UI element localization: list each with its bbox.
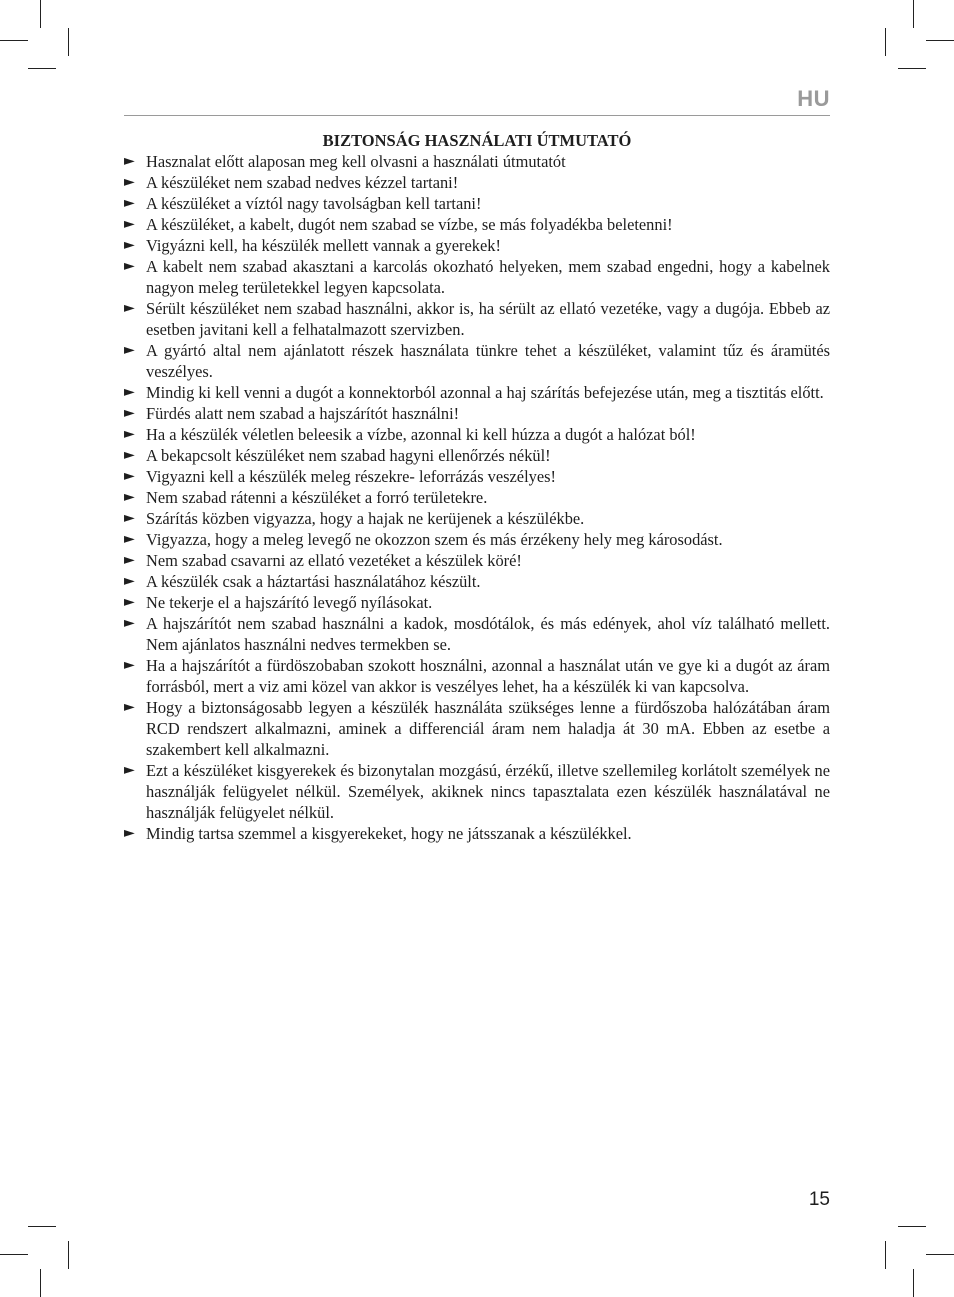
instruction-list xyxy=(124,151,830,844)
list-item-text: Hogy a biztonságosabb legyen a készülék használáta szükséges lenne a fürdőszoba halózátában áram RCD rendszert alkalmazni, aminek a differenciál áram nem haladja át 30 mA. Ebben az esetbe a szakembert kell alkalmazni. xyxy=(146,698,830,759)
crop-mark xyxy=(898,68,926,69)
bullet-arrow-icon: ► xyxy=(124,426,135,442)
bullet-arrow-icon: ► xyxy=(124,489,135,505)
bullet-arrow-icon: ► xyxy=(124,552,135,568)
crop-mark xyxy=(913,1269,914,1297)
bullet-arrow-icon: ► xyxy=(124,615,135,631)
bullet-arrow-icon: ► xyxy=(124,594,135,610)
crop-mark xyxy=(885,28,886,56)
bullet-arrow-icon: ► xyxy=(124,300,135,316)
list-item-text: A kabelt nem szabad akasztani a karcolás okozható helyeken, mem szabad engedni, hogy a kabelnek nagyon meleg területekkel legyen kapcsolata. xyxy=(146,257,830,297)
page-title: BIZTONSÁG HASZNÁLATI ÚTMUTATÓ xyxy=(322,131,632,150)
list-item-text: Szárítás közben vigyazza, hogy a hajak ne kerüjenek a készülékbe. xyxy=(146,509,585,528)
list-item xyxy=(124,592,830,613)
crop-mark xyxy=(28,1226,56,1227)
list-item xyxy=(124,613,830,655)
list-item xyxy=(124,235,830,256)
bullet-arrow-icon: ► xyxy=(124,699,135,715)
bullet-arrow-icon: ► xyxy=(124,573,135,589)
bullet-arrow-icon: ► xyxy=(124,510,135,526)
crop-mark xyxy=(28,68,56,69)
list-item-text: A hajszárítót nem szabad használni a kadok, mosdótálok, és más edények, ahol víz található mellett. Nem ajánlatos használni nedves termekben se. xyxy=(146,614,830,654)
list-item xyxy=(124,214,830,235)
list-item xyxy=(124,298,830,340)
crop-mark xyxy=(885,1241,886,1269)
safety-instructions xyxy=(124,130,830,844)
list-item-text: Ha a hajszárítót a fürdöszobaban szokott hosználni, azonnal a használat után ve gye ki a dugót az áram forrásból, mert a viz ami közel van akkor is veszélyes lehet, ha a készülék ki van kapcsolva. xyxy=(146,656,830,696)
list-item-text: Fürdés alatt nem szabad a hajszárítót használni! xyxy=(146,404,460,423)
crop-mark xyxy=(68,1241,69,1269)
bullet-arrow-icon: ► xyxy=(124,153,135,169)
list-item-text: A készüléket nem szabad nedves kézzel tartani! xyxy=(146,173,459,192)
list-item-text: Sérült készüléket nem szabad használni, akkor is, ha sérült az ellató vezetéke, vagy a dugója. Ebbeb az esetben javitani kell a felhatalmazott szervizben. xyxy=(146,299,830,339)
list-item xyxy=(124,823,830,844)
page-number: 15 xyxy=(808,1189,830,1210)
crop-mark xyxy=(926,1254,954,1255)
list-item-text: Mindig tartsa szemmel a kisgyerekeket, hogy ne játsszanak a készülékkel. xyxy=(146,824,632,843)
bullet-arrow-icon: ► xyxy=(124,657,135,673)
crop-mark xyxy=(40,0,41,28)
list-item-text: Mindig ki kell venni a dugót a konnektorból azonnal a haj szárítás befejezése után, meg a tisztitás előtt. xyxy=(146,383,824,402)
bullet-arrow-icon: ► xyxy=(124,258,135,274)
list-item-text: Nem szabad csavarni az ellató vezetéket a készülek köré! xyxy=(146,551,522,570)
list-item xyxy=(124,487,830,508)
list-item-text: Vigyazza, hogy a meleg levegő ne okozzon szem és más érzékeny hely meg károsodást. xyxy=(146,530,723,549)
list-item-text: Vigyazni kell a készülék meleg részekre- leforrázás veszélyes! xyxy=(146,467,556,486)
list-item-text: A készüléket a víztól nagy tavolságban kell tartani! xyxy=(146,194,482,213)
list-item xyxy=(124,529,830,550)
list-item-text: A gyártó altal nem ajánlatott részek használata tünkre tehet a készüléket, valamint tűz és áramütés veszélyes. xyxy=(146,341,830,381)
list-item-text: Vigyázni kell, ha készülék mellett vannak a gyerekek! xyxy=(146,236,501,255)
list-item xyxy=(124,655,830,697)
bullet-arrow-icon: ► xyxy=(124,174,135,190)
bullet-arrow-icon: ► xyxy=(124,468,135,484)
list-item xyxy=(124,508,830,529)
bullet-arrow-icon: ► xyxy=(124,825,135,841)
list-item xyxy=(124,697,830,760)
list-item xyxy=(124,424,830,445)
bullet-arrow-icon: ► xyxy=(124,447,135,463)
list-item xyxy=(124,382,830,403)
crop-mark xyxy=(68,28,69,56)
crop-mark xyxy=(926,40,954,41)
bullet-arrow-icon: ► xyxy=(124,342,135,358)
list-item-text: A készüléket, a kabelt, dugót nem szabad se vízbe, se más folyadékba beletenni! xyxy=(146,215,673,234)
bullet-arrow-icon: ► xyxy=(124,762,135,778)
crop-mark xyxy=(0,40,28,41)
list-item xyxy=(124,571,830,592)
list-item-text: A bekapcsolt készüléket nem szabad hagyni ellenőrzés nékül! xyxy=(146,446,551,465)
list-item-text: Ne tekerje el a hajszárító levegő nyílásokat. xyxy=(146,593,433,612)
list-item xyxy=(124,340,830,382)
list-item xyxy=(124,466,830,487)
list-item xyxy=(124,256,830,298)
list-item xyxy=(124,172,830,193)
bullet-arrow-icon: ► xyxy=(124,405,135,421)
crop-mark xyxy=(0,1254,28,1255)
list-item-text: Ezt a készüléket kisgyerekek és bizonytalan mozgású, érzékű, illetve szellemileg korlátolt személyek ne használják felügyelet nélkül. Személyek, akiknek nincs tapasztalata ezen készülék használatával ne használják felügyelet nélkül. xyxy=(146,761,830,822)
list-item-text: A készülék csak a háztartási használatához készült. xyxy=(146,572,481,591)
list-item xyxy=(124,445,830,466)
bullet-arrow-icon: ► xyxy=(124,384,135,400)
list-item-text: Nem szabad rátenni a készüléket a forró területekre. xyxy=(146,488,488,507)
list-item-text: Hasznalat előtt alaposan meg kell olvasni a használati útmutatót xyxy=(146,152,566,171)
bullet-arrow-icon: ► xyxy=(124,195,135,211)
header-divider xyxy=(124,115,830,116)
bullet-arrow-icon: ► xyxy=(124,237,135,253)
list-item-text: Ha a készülék véletlen beleesik a vízbe, azonnal ki kell húzza a dugót a halózat ból! xyxy=(146,425,696,444)
bullet-arrow-icon: ► xyxy=(124,216,135,232)
crop-mark xyxy=(898,1226,926,1227)
language-tag: HU xyxy=(797,86,830,111)
list-item xyxy=(124,193,830,214)
list-item xyxy=(124,151,830,172)
bullet-arrow-icon: ► xyxy=(124,531,135,547)
crop-mark xyxy=(913,0,914,28)
list-item xyxy=(124,550,830,571)
crop-mark xyxy=(40,1269,41,1297)
list-item xyxy=(124,403,830,424)
list-item xyxy=(124,760,830,823)
